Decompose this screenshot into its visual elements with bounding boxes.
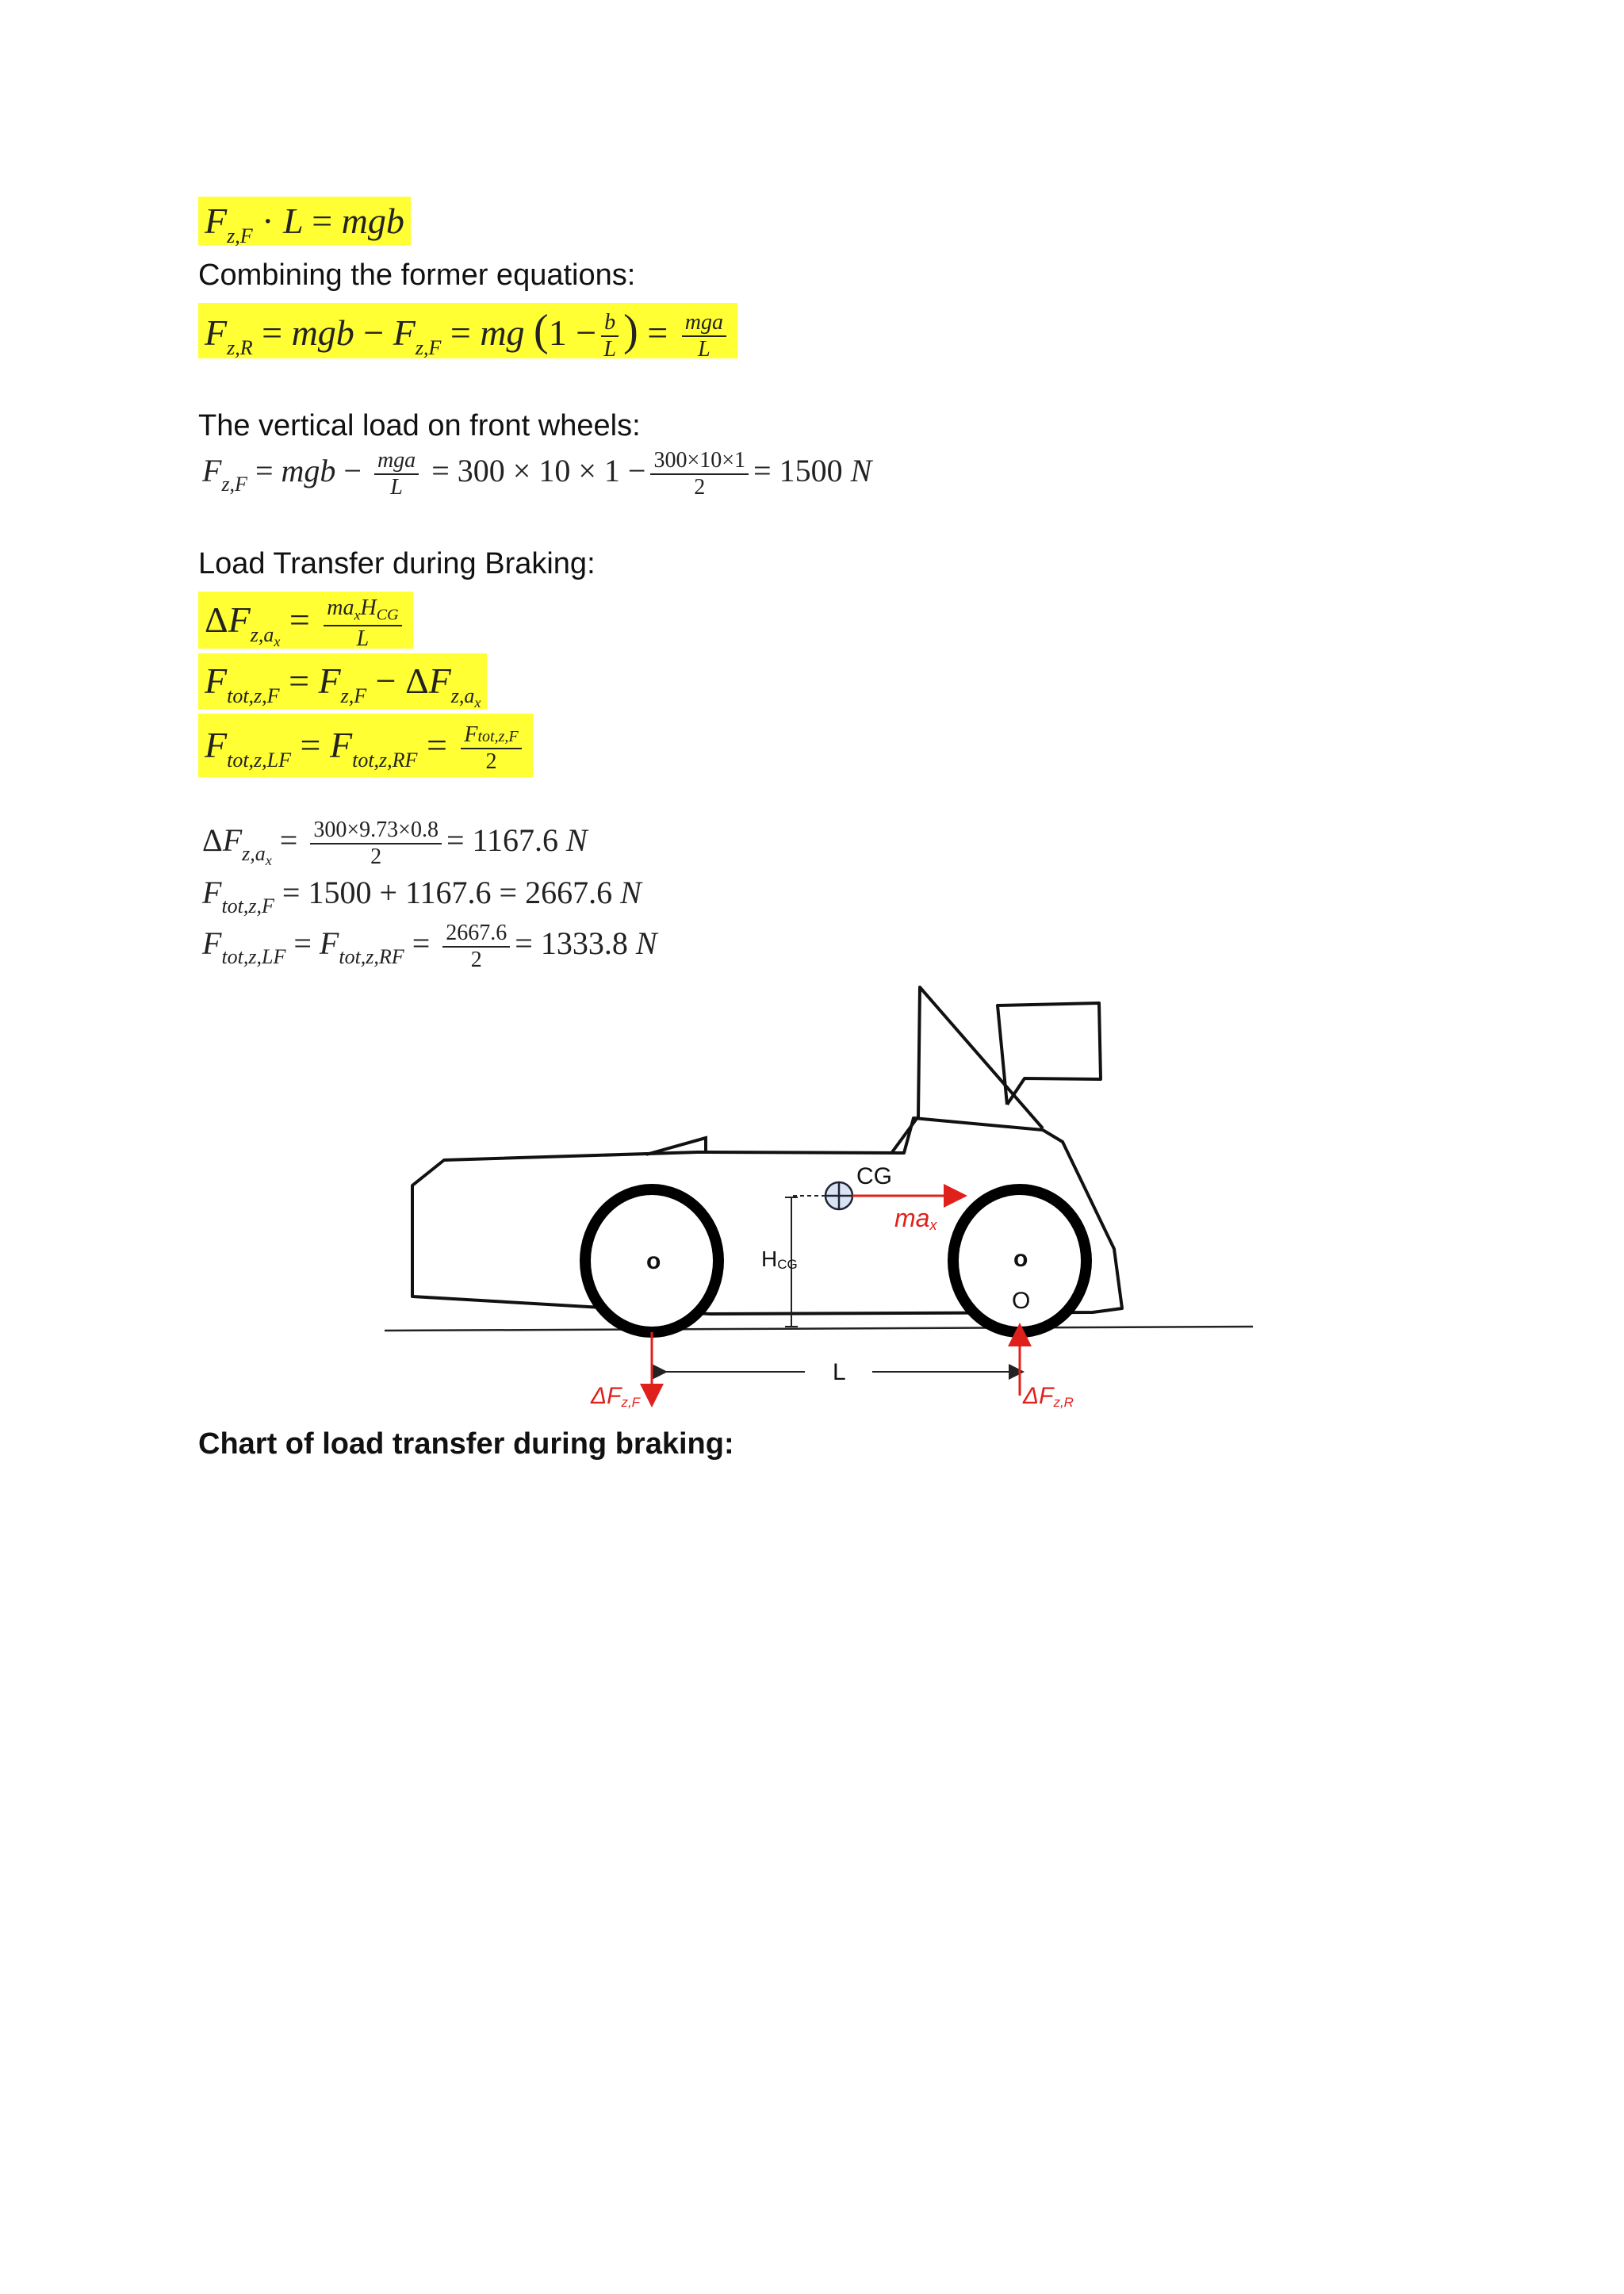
value-per-wheel-num: 2667.6 [442,922,510,948]
value-delta-result: 1167.6 [472,822,559,858]
car-load-transfer-diagram [365,971,1269,1415]
cg-label: CG [856,1163,892,1189]
value-mass: 300 [457,453,505,488]
l-label: L [833,1359,846,1385]
chart-title: Chart of load transfer during braking: [198,1427,734,1461]
value-per-wheel-result: 1333.8 [540,925,628,961]
equation-front-load-numeric: $F_{z,F}$ = mgb − $\frac{\text{mga}}{L}$ = 300 × 10 × 1 − $\frac{300\times 10\times 1}{2}$ = 1500 N [202,447,872,500]
value-decel-num: 300×9.73×0.8 [310,819,442,844]
equation-moment-front: $F_{z,F} \cdot L$ = mgb [198,197,411,245]
equation-delta-numeric: $\Delta F_{z,a_x}$ = $\frac{300\times 9.73\times 0.8}{2}$ = 1167.6 N [202,817,588,869]
rear-wheel-mark2: O [1012,1288,1031,1314]
equation-total-numeric: $F_{tot,z,F} = 1500 + 1167.6 = 2667.6$ N [202,875,642,917]
value-g: 10 [538,453,571,488]
front-wheel-mark: o [646,1248,661,1274]
value-two: 2 [694,474,706,500]
rear-wing [998,1003,1101,1105]
hcg-label: HCG [761,1247,798,1272]
value-front-num: 300×10×1 [650,450,749,475]
text-combining: Combining the former equations: [198,259,636,292]
value-total-front: 1500 + 1167.6 = 2667.6 [308,875,613,910]
front-force-label: ΔFz,F [591,1383,641,1410]
ground-line [385,1327,1253,1331]
equation-rear-load: $F_{z,R}$ = mgb − $F_{z,F}$ = mg (1 − $\frac{b}{L}$ ) = $\frac{\text{mga}}{L}$ [198,303,737,358]
max-label: max [894,1204,937,1233]
unit-n: N [850,453,872,488]
equation-per-wheel: $F_{tot,z,LF} = F_{tot,z,RF}$ = $\frac{\text{Ftot,z,F}}{2}$ [198,714,533,777]
value-result-front: 1500 [779,453,843,488]
rear-force-label: ΔFz,R [1023,1383,1074,1410]
equation-per-wheel-numeric: $F_{tot,z,LF} = F_{tot,z,RF}$ = $\frac{2667.6}{2}$ = 1333.8 N [202,920,657,972]
text-vertical-load: The vertical load on front wheels: [198,409,641,442]
equation-total-front: $F_{tot,z,F} = F_{z,F} - \Delta F_{z,a_x}$ [198,653,487,709]
text-load-transfer: Load Transfer during Braking: [198,547,596,580]
value-one: 1 [603,453,620,488]
rear-wheel-mark: o [1013,1246,1028,1272]
equation-delta-load: $\Delta F_{z,a_x}$ = $\frac{ma_xH_{CG}}{L}$ [198,592,413,649]
